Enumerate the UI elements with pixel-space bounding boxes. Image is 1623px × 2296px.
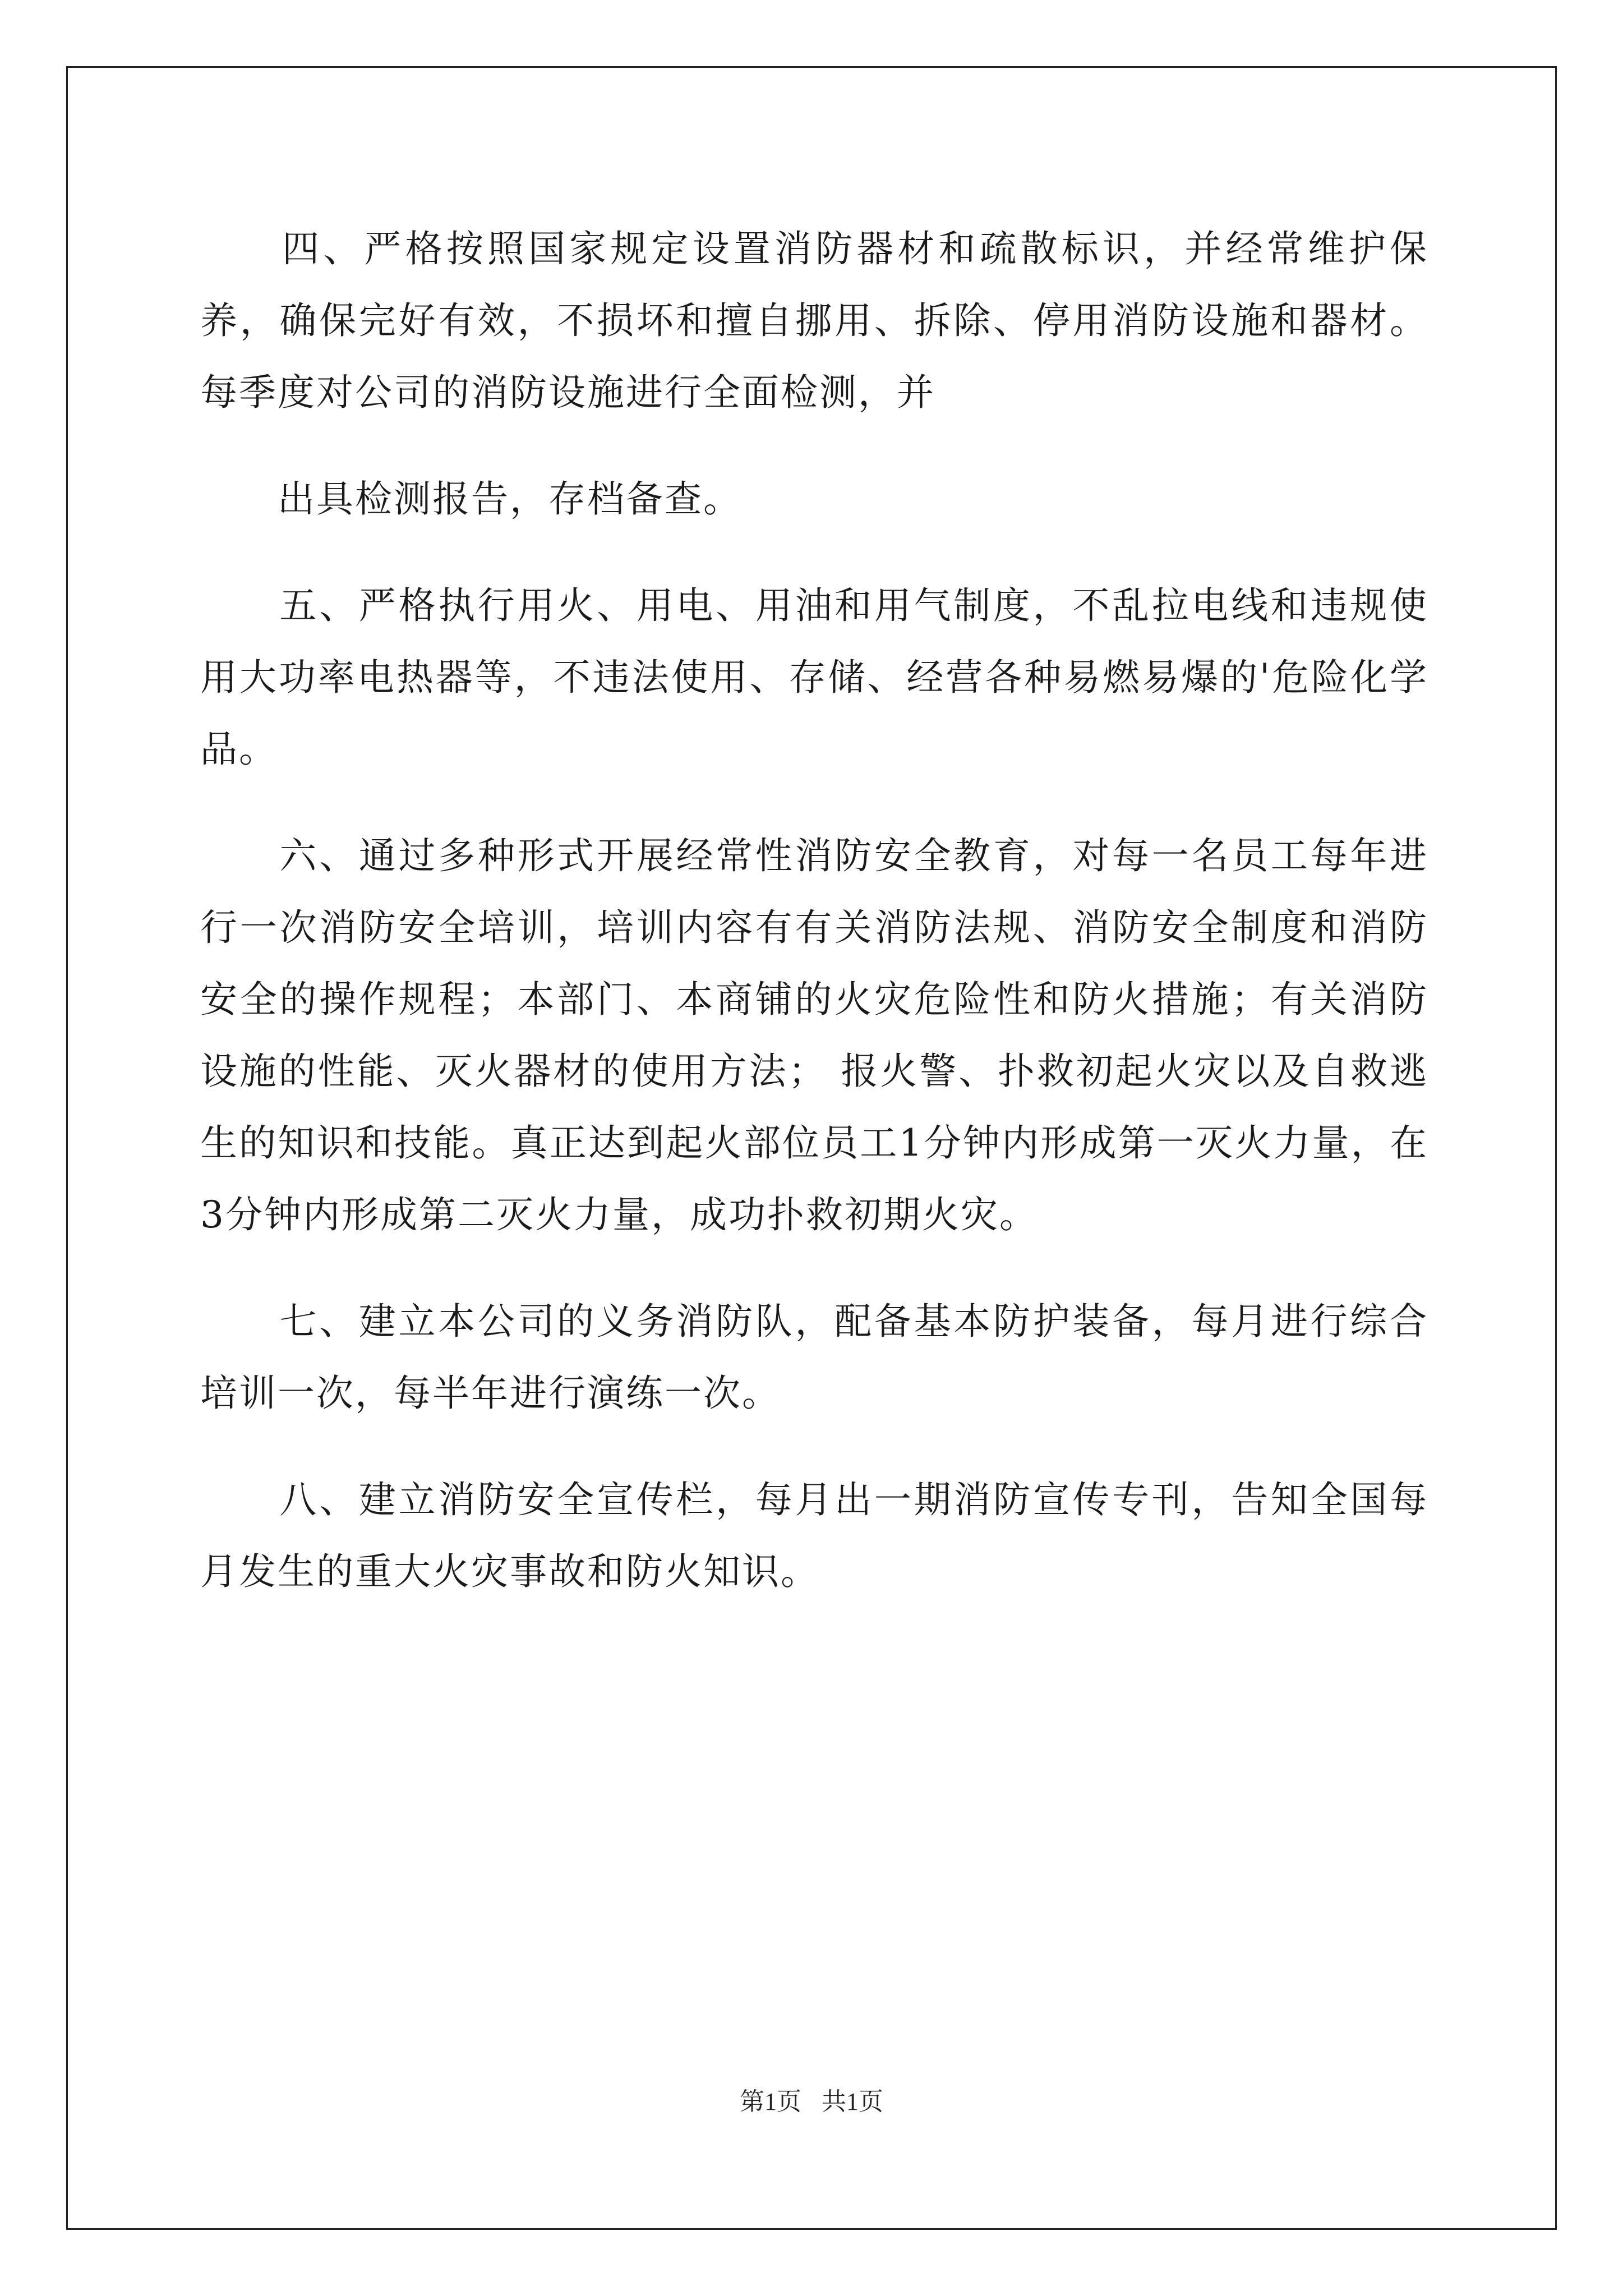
page-total: 共1页 [822,2088,883,2115]
page-footer [0,2081,1623,2117]
paragraph-4-continued: 出具检测报告，存档备查。 [200,477,742,521]
paragraph-8: 八、建立消防安全宣传栏，每月出一期消防宣传专刊，告知全国每月发生的重大火灾事故和防火知识。 [200,1478,1428,1593]
paragraph-4: 四、严格按照国家规定设置消防器材和疏散标识，并经常维护保养，确保完好有效，不损坏和擅自挪用、拆除、停用消防设施和器材。每季度对公司的消防设施进行全面检测，并 [200,227,1428,414]
document-body [200,213,1428,1642]
page-number: 第1页 [740,2088,801,2115]
paragraph-5: 五、严格执行用火、用电、用油和用气制度，不乱拉电线和违规使用大功率电热器等，不违法使用、存储、经营各种易燃易爆的'危险化学品。 [200,584,1428,771]
paragraph-7: 七、建立本公司的义务消防队，配备基本防护装备，每月进行综合培训一次，每半年进行演练一次。 [200,1300,1428,1415]
paragraph-6: 六、通过多种形式开展经常性消防安全教育，对每一名员工每年进行一次消防安全培训，培训内容有有关消防法规、消防安全制度和消防安全的操作规程；本部门、本商铺的火灾危险性和防火措施；有关消防设施的性能、灭火器材的使用方法； 报火警、扑救初起火灾以及自救逃生的知识和技能。真正达到起火部位员工1分钟内形成第一灭火力量，在3分钟内形成第二灭火力量，成功扑救初期火灾。 [200,834,1428,1236]
